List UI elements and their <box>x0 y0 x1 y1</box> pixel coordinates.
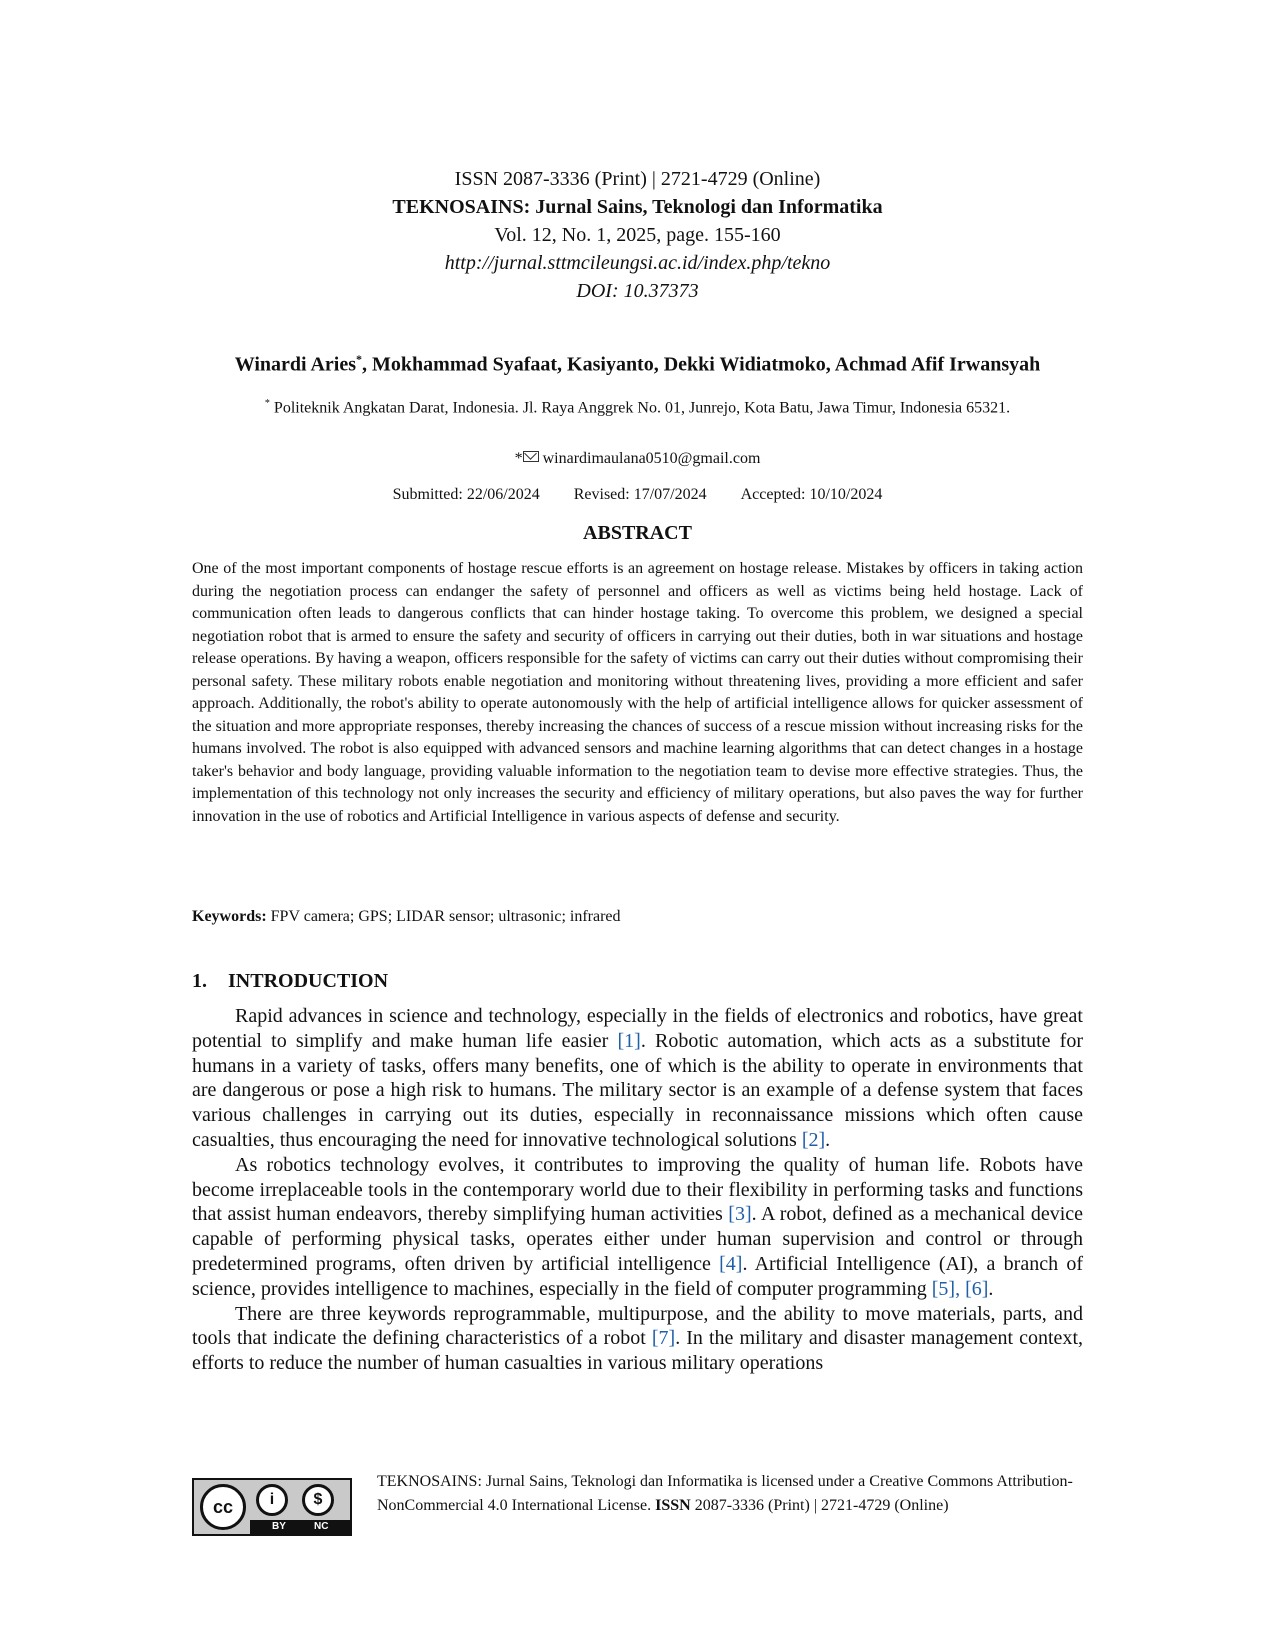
footer-issn-numbers: 2087-3336 (Print) | 2721-4729 (Online) <box>690 1497 949 1514</box>
section-number: 1. <box>192 970 207 992</box>
email-address[interactable]: winardimaulana0510@gmail.com <box>542 450 761 467</box>
submitted-date: Submitted: 22/06/2024 <box>392 486 540 503</box>
corresponding-mark: * <box>356 352 363 366</box>
accepted-date: Accepted: 10/10/2024 <box>740 486 883 503</box>
nc-label: NC <box>314 1521 329 1532</box>
paragraph-text: As robotics technology evolves, it contributes to improving the quality of human life. Robots have become irreplaceable tools in the contemporary world due to their flexibility in performing tasks and functions that assist human endeavors, thereby simplifying human activities <box>192 1153 1083 1226</box>
keywords-label: Keywords: <box>192 908 267 925</box>
paragraph-1 <box>192 1004 1083 1153</box>
journal-header <box>0 165 1275 305</box>
citation-link[interactable]: [2] <box>801 1128 826 1151</box>
envelope-icon <box>523 451 539 462</box>
issn-line: ISSN 2087-3336 (Print) | 2721-4729 (Online) <box>454 168 821 190</box>
section-heading-introduction <box>192 970 388 993</box>
footer-issn-label: ISSN <box>655 1497 691 1514</box>
section-title: INTRODUCTION <box>228 970 389 992</box>
paragraph-text: . <box>988 1277 994 1300</box>
keywords-line <box>192 908 1083 926</box>
license-text <box>377 1470 1077 1518</box>
affiliation-mark: * <box>264 398 270 409</box>
citation-link[interactable]: [7] <box>651 1327 676 1350</box>
doi-line: DOI: 10.37373 <box>576 280 699 302</box>
attribution-person-icon: i <box>256 1484 288 1516</box>
abstract-text: One of the most important components of hostage rescue efforts is an agreement on hostage release. Mistakes by officers in taking action during the negotiation process can endanger the safety of personnel and officers as well as victims being held hostage. Lack of communication often leads to dangerous conflicts that can hinder hostage taking. To overcome this problem, we designed a special negotiation robot that is armed to ensure the safety and security of officers in carrying out their duties, both in war situations and hostage release operations. By having a weapon, officers responsible for the safety of victims can carry out their duties without compromising their personal safety. These military robots enable negotiation and monitoring without threatening lives, providing a more efficient and safer approach. Additionally, the robot's ability to operate autonomously with the help of artificial intelligence allows for quicker assessment of the situation and more appropriate responses, thereby increasing the chances of success of a rescue mission without increasing risks for the humans involved. The robot is also equipped with advanced sensors and machine learning algorithms that can detect changes in a hostage taker's behavior and body language, providing valuable information to the negotiation team to devise more effective strategies. Thus, the implementation of this technology not only increases the security and efficiency of military operations, but also paves the way for further innovation in the use of robotics and Artificial Intelligence in various aspects of defense and security. <box>192 560 1083 825</box>
journal-url[interactable]: http://jurnal.sttmcileungsi.ac.id/index.php/tekno <box>444 252 831 274</box>
citation-link[interactable]: [5] <box>931 1277 956 1300</box>
paragraph-text: . Robotic automation, which acts as a substitute for humans in a variety of tasks, offers many benefits, one of which is the ability to operate in environments that are dangerous or pose a high risk to humans. The military sector is an example of a defense system that faces various challenges in carrying out its duties, especially in reconnaissance missions which often cause casualties, thus encouraging the need for innovative technological solutions <box>192 1029 1083 1151</box>
cc-label-strip <box>250 1520 350 1534</box>
paragraph-text: . A robot, defined as a mechanical device capable of performing physical tasks, operates either under human supervision and control or through predetermined programs, often driven by artificial intelligence <box>192 1203 1083 1275</box>
citation-link[interactable]: [1] <box>617 1029 641 1052</box>
citation-link[interactable]: [6] <box>965 1277 989 1300</box>
revised-date: Revised: 17/07/2024 <box>573 486 707 503</box>
citation-separator: , <box>955 1277 966 1300</box>
paragraph-text: . Artificial Intelligence (AI), a branch of science, provides intelligence to machines, especially in the field of computer programming <box>192 1252 1083 1300</box>
citation-link[interactable]: [4] <box>719 1252 743 1275</box>
cc-by-nc-badge[interactable] <box>192 1478 352 1536</box>
first-author: Winardi Aries <box>234 353 357 376</box>
noncommercial-dollar-icon: $ <box>302 1484 334 1516</box>
citation-link[interactable]: [3] <box>728 1203 752 1226</box>
license-statement: TEKNOSAINS: Jurnal Sains, Teknologi dan Informatika is licensed under a Creative Commons Attribution-NonCommercial 4.0 International License. <box>377 1473 1073 1514</box>
journal-name: TEKNOSAINS: Jurnal Sains, Teknologi dan Informatika <box>392 196 883 218</box>
paragraph-text: Rapid advances in science and technology, especially in the fields of electronics and robotics, have great potential to simplify and make human life easier <box>192 1005 1083 1052</box>
creative-commons-icon: cc <box>200 1484 246 1530</box>
paragraph-2 <box>192 1153 1083 1302</box>
author-list <box>0 352 1275 377</box>
paragraph-text: . <box>825 1128 831 1151</box>
license-footer <box>192 1470 1083 1550</box>
paragraph-text: There are three keywords reprogrammable, multipurpose, and the ability to move materials, parts, and tools that indicate the defining characteristics of a robot <box>192 1302 1083 1350</box>
by-label: BY <box>272 1521 286 1532</box>
affiliation <box>200 392 1075 419</box>
email-prefix: * <box>514 450 523 467</box>
abstract-heading: ABSTRACT <box>583 522 692 544</box>
submission-dates <box>0 486 1275 504</box>
keywords-list: FPV camera; GPS; LIDAR sensor; ultrasonic; infrared <box>266 908 621 925</box>
paragraph-3 <box>192 1302 1083 1376</box>
paragraph-text: . In the military and disaster management context, efforts to reduce the number of human casualties in various military operations <box>192 1327 1083 1375</box>
other-authors: , Mokhammad Syafaat, Kasiyanto, Dekki Widiatmoko, Achmad Afif Irwansyah <box>362 353 1041 376</box>
email-line <box>0 450 1275 468</box>
introduction-body <box>192 1004 1083 1376</box>
volume-line: Vol. 12, No. 1, 2025, page. 155-160 <box>494 224 781 246</box>
affiliation-text: Politeknik Angkatan Darat, Indonesia. Jl. Raya Anggrek No. 01, Junrejo, Kota Batu, Jawa Timur, Indonesia 65321. <box>269 399 1011 417</box>
